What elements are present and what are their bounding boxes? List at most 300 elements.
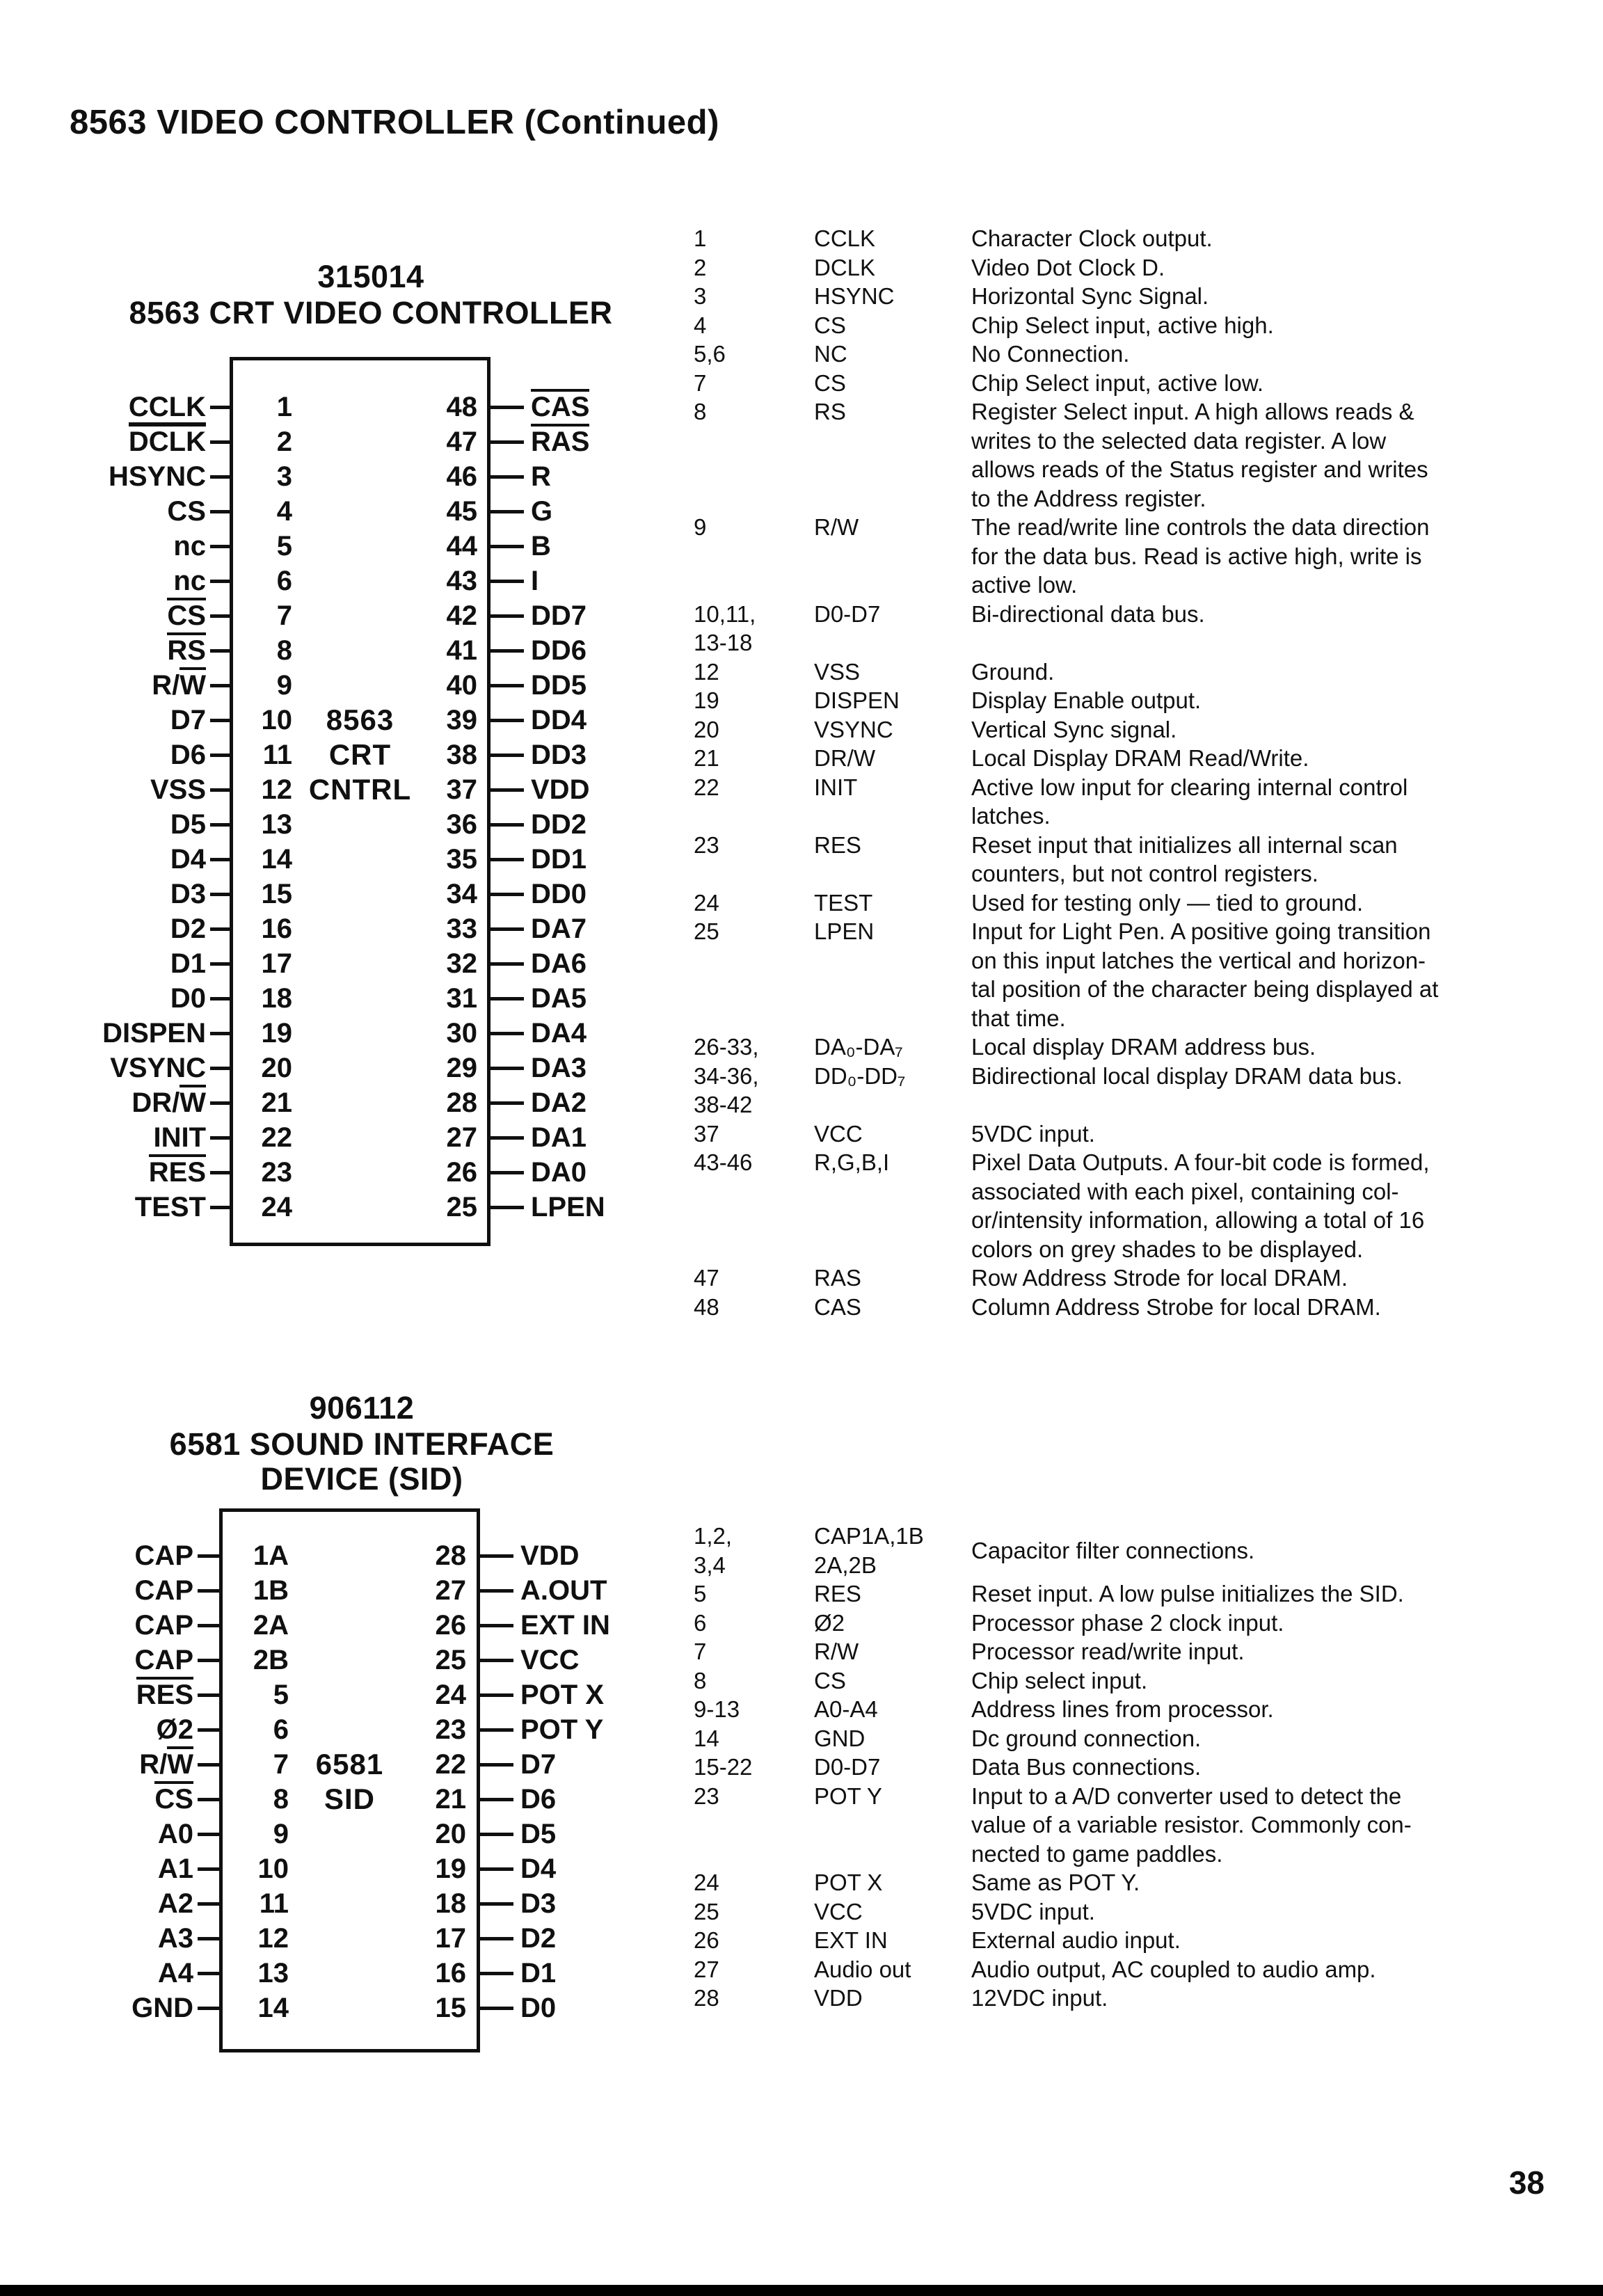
chip1-signal: INIT (153, 1122, 206, 1153)
pin-description-cell: Chip Select input, active high. (971, 312, 1274, 338)
chip2-signal: A4 (157, 1958, 193, 1988)
pin-description-cell: on this input latches the vertical and horizon- (971, 947, 1426, 973)
chip1-pin-description-table (694, 224, 1542, 1321)
pin-name-cell: R/W (814, 1639, 859, 1664)
table-row (694, 1926, 1542, 1955)
chip2-pin-line (198, 1659, 221, 1662)
chip1-overlined-signal: W (180, 667, 206, 703)
chip2-pin-line (479, 1624, 513, 1627)
pin-description-cell: or/intensity information, allowing a total of 16 (971, 1207, 1425, 1233)
table-row (694, 542, 1542, 571)
chip2-pin-line (198, 1589, 221, 1593)
pin-description-cell: No Connection. (971, 341, 1130, 367)
chip2-pin-label (520, 1991, 771, 2025)
chip1-signal: DA4 (531, 1018, 587, 1049)
chip1-pin-number: 45 (446, 495, 477, 527)
pin-name-cell (814, 1004, 971, 1033)
chip1-signal: D4 (170, 844, 206, 875)
table-row (694, 1840, 1542, 1869)
pin-numbers-cell: 34-36, (694, 1062, 759, 1089)
table-row (694, 1033, 1542, 1062)
chip2-pin-label (520, 1608, 771, 1643)
chip1-pin-label (531, 1155, 781, 1190)
chip2-pin-number: 1B (253, 1574, 289, 1606)
table-row (694, 600, 1542, 629)
chip1-pin-line (489, 614, 524, 618)
pin-description-cell: to the Address register. (971, 485, 1206, 511)
chip1-pin-line (210, 1171, 232, 1174)
pin-description-cell: writes to the selected data register. A low (971, 427, 1387, 454)
pin-name-cell: DD₀-DD₇ (814, 1062, 906, 1089)
chip1-pin-number: 35 (446, 843, 477, 875)
chip1-overlined-signal: RAS (531, 424, 589, 460)
chip1-pin-line (489, 580, 524, 583)
chip1-pin-label (26, 981, 206, 1016)
pin-name-cell: POT X (814, 1870, 883, 1895)
table-row (694, 224, 1542, 253)
chip2-pin-line (198, 1867, 221, 1871)
chip1-center-label: CRT (328, 738, 392, 771)
chip2-pin-label (19, 1886, 193, 1921)
chip2-pin-number: 24 (435, 1679, 466, 1710)
chip1-pin-line (489, 927, 524, 931)
chip1-pin-label (26, 424, 206, 459)
chip2-pin-label (520, 1677, 771, 1712)
pin-description-cell: Input for Light Pen. A positive going transition (971, 918, 1431, 944)
chip1-signal: DA1 (531, 1122, 587, 1153)
chip2-pin-line (198, 1833, 221, 1836)
pin-numbers-cell (694, 1235, 814, 1264)
chip1-pin-label (531, 564, 781, 598)
chip1-signal: HSYNC (108, 461, 206, 492)
table-row (694, 859, 1542, 888)
pin-name-cell: VDD (814, 1985, 863, 2011)
chip2-pin-number: 27 (435, 1574, 466, 1606)
chip2-pin-label (520, 1782, 771, 1817)
chip1-pin-label (531, 772, 781, 807)
table-row (694, 1263, 1542, 1293)
chip2-signal: A2 (157, 1888, 193, 1919)
chip1-pin-number: 10 (261, 704, 292, 735)
chip1-signal: DR/ (131, 1087, 180, 1118)
table-row (694, 369, 1542, 398)
table-row (694, 1984, 1542, 2013)
chip2-pin-line (198, 2007, 221, 2010)
pin-name-cell: TEST (814, 889, 873, 916)
chip1-pin-number: 41 (446, 635, 477, 666)
chip2-pin-line (479, 1798, 513, 1801)
chip1-pin-label (26, 564, 206, 598)
chip1-pin-label (531, 946, 781, 981)
chip2-pin-number: 6 (273, 1714, 289, 1745)
pin-description-cell: Pixel Data Outputs. A four-bit code is formed, (971, 1149, 1430, 1175)
pin-numbers-cell: 20 (694, 716, 719, 742)
chip1-pin-number: 34 (446, 878, 477, 909)
chip1-pin-line (489, 649, 524, 653)
chip1-pin-label (531, 424, 781, 459)
pin-name-cell: 2A,2B (814, 1552, 877, 1578)
table-row (694, 340, 1542, 369)
pin-name-cell: CS (814, 1667, 846, 1693)
chip2-pin-number: 28 (435, 1540, 466, 1571)
chip1-pin-number: 47 (446, 426, 477, 457)
chip1-pin-line (489, 1171, 524, 1174)
page-number: 38 (1508, 2165, 1545, 2201)
chip2-pin-line (479, 1554, 513, 1558)
chip2-signal: CAP (134, 1610, 193, 1641)
chip1-pin-number: 2 (276, 426, 292, 457)
chip1-signal: D3 (170, 879, 206, 909)
chip1-signal: D5 (170, 809, 206, 840)
chip1-pin-number: 36 (446, 808, 477, 840)
pin-name-cell: Ø2 (814, 1609, 845, 1636)
table-row (694, 1955, 1542, 1984)
chip2-pin-line (479, 1659, 513, 1662)
chip1-pin-line (489, 997, 524, 1000)
table-row (694, 744, 1542, 773)
chip1-pin-number: 28 (446, 1087, 477, 1118)
pin-numbers-cell: 7 (694, 1639, 707, 1664)
pin-name-cell: NC (814, 341, 847, 367)
chip1-pin-number: 31 (446, 982, 477, 1014)
chip1-signal: D7 (170, 705, 206, 735)
pin-name-cell: R/W (814, 514, 859, 540)
table-row (694, 1522, 1542, 1563)
chip2-pin-label (520, 1747, 771, 1782)
pin-name-cell: CAS (814, 1293, 861, 1320)
pin-description-cell: colors on grey shades to be displayed. (971, 1236, 1364, 1262)
pin-name-cell (814, 542, 971, 571)
pin-name-cell: VSYNC (814, 716, 893, 742)
chip2-signal: A.OUT (520, 1575, 607, 1606)
chip1-pin-label (26, 633, 206, 668)
pin-name-cell: GND (814, 1725, 866, 1751)
pin-numbers-cell: 21 (694, 745, 719, 771)
pin-description-cell: Chip select input. (971, 1667, 1148, 1693)
chip1-signal: B (531, 531, 551, 561)
pin-numbers-cell: 8 (694, 399, 707, 424)
chip1-signal: R/ (152, 670, 180, 701)
chip1-pin-line (489, 1067, 524, 1070)
chip1-pin-number: 12 (261, 774, 292, 805)
pin-name-cell (814, 571, 971, 600)
chip1-pin-label (26, 598, 206, 633)
chip1-signal: I (531, 566, 539, 596)
pin-numbers-cell: 19 (694, 687, 719, 713)
pin-numbers-cell: 25 (694, 918, 719, 944)
chip1-signal: D2 (170, 914, 206, 944)
table-row (694, 715, 1542, 744)
chip2-pin-label (19, 1643, 193, 1677)
chip1-pin-line (210, 545, 232, 548)
scan-edge-artifact (0, 2285, 1603, 2296)
chip2-overlined-signal: RES (136, 1677, 193, 1713)
chip2-pin-number: 20 (435, 1818, 466, 1849)
chip1-pin-line (210, 614, 232, 618)
pin-numbers-cell: 47 (694, 1265, 719, 1291)
pin-numbers-cell: 12 (694, 658, 719, 685)
chip2-pin-line (198, 1554, 221, 1558)
chip1-signal: DA7 (531, 914, 587, 944)
chip1-pin-line (489, 754, 524, 757)
chip2-center-label: 6581 (315, 1748, 384, 1780)
pin-numbers-cell: 26-33, (694, 1034, 759, 1060)
chip1-signal: DA2 (531, 1087, 587, 1118)
chip1-pin-line (210, 406, 232, 409)
chip1-pin-label (26, 738, 206, 772)
chip1-pin-number: 25 (446, 1191, 477, 1222)
chip1-title: 8563 CRT VIDEO CONTROLLER (129, 295, 613, 330)
pin-name-cell (814, 946, 971, 975)
chip1-pin-line (489, 1101, 524, 1105)
chip1-pin-line (210, 1032, 232, 1035)
pin-description-cell: Register Select input. A high allows reads & (971, 399, 1414, 424)
pin-numbers-cell: 1,2, (694, 1523, 733, 1549)
table-row (694, 1637, 1542, 1666)
chip1-pin-number: 7 (276, 600, 292, 631)
pin-description-cell: Same as POT Y. (971, 1870, 1140, 1895)
chip1-signal: DD7 (531, 600, 587, 631)
pin-numbers-cell: 6 (694, 1609, 707, 1636)
chip1-pin-number: 3 (276, 461, 292, 492)
chip2-pin-label (520, 1921, 771, 1956)
table-row (694, 802, 1542, 831)
chip2-pin-line (198, 1624, 221, 1627)
table-row (694, 1206, 1542, 1235)
table-row (694, 397, 1542, 426)
chip1-overlined-signal: RES (149, 1154, 206, 1190)
chip1-signal: D6 (170, 740, 206, 770)
chip2-signal: CAP (134, 1575, 193, 1606)
pin-description-cell: Local display DRAM address bus. (971, 1034, 1316, 1060)
table-row (694, 1753, 1542, 1782)
chip1-pin-number: 15 (261, 878, 292, 909)
pin-description-cell: Vertical Sync signal. (971, 716, 1177, 742)
pin-numbers-cell: 26 (694, 1927, 719, 1953)
chip2-pin-label (19, 1991, 193, 2025)
chip1-pin-line (210, 475, 232, 479)
pin-description-cell: value of a variable resistor. Commonly con- (971, 1812, 1412, 1837)
chip1-signal: nc (173, 531, 206, 561)
chip1-pin-label (531, 668, 781, 703)
chip1-pin-label (531, 459, 781, 494)
pin-numbers-cell: 5 (694, 1581, 707, 1607)
chip2-pin-line (479, 2007, 513, 2010)
chip1-signal: DISPEN (102, 1018, 206, 1049)
chip1-pin-number: 19 (261, 1017, 292, 1049)
chip1-pin-line (210, 510, 232, 513)
chip2-title-line2: DEVICE (SID) (260, 1461, 463, 1497)
chip2-pin-label (19, 1712, 193, 1747)
table-row (694, 1724, 1542, 1753)
chip1-pin-number: 37 (446, 774, 477, 805)
pin-name-cell (814, 426, 971, 456)
chip2-signal: A0 (157, 1819, 193, 1849)
chip1-pin-label (531, 1120, 781, 1155)
chip1-pin-number: 5 (276, 530, 292, 561)
chip2-pin-label (19, 1573, 193, 1608)
chip1-pin-number: 27 (446, 1122, 477, 1153)
chip1-pin-label (531, 1016, 781, 1051)
chip1-pin-label (26, 1190, 206, 1225)
chip1-overlined-signal: CAS (531, 389, 589, 425)
chip2-pin-number: 1A (253, 1540, 289, 1571)
chip1-pin-line (489, 475, 524, 479)
chip2-pin-number: 15 (435, 1992, 466, 2023)
chip1-pin-line (489, 788, 524, 792)
pin-name-cell: CS (814, 312, 846, 338)
chip2-pin-line (198, 1902, 221, 1906)
pin-description-cell: tal position of the character being displayed at (971, 976, 1439, 1002)
pin-description-cell: latches. (971, 803, 1051, 829)
chip2-pin-number: 7 (273, 1748, 289, 1780)
pin-name-cell (814, 1810, 971, 1840)
table-row (694, 946, 1542, 975)
pin-description-cell: Active low input for clearing internal control (971, 774, 1408, 800)
table-row (694, 1868, 1542, 1897)
pin-numbers-cell: 14 (694, 1725, 719, 1751)
chip2-pin-line (198, 1798, 221, 1801)
table-row (694, 455, 1542, 484)
chip2-title-line1: 6581 SOUND INTERFACE (169, 1426, 555, 1462)
chip2-pin-label (19, 1747, 193, 1782)
chip2-pin-number: 10 (257, 1853, 289, 1884)
chip1-pin-line (489, 406, 524, 409)
pin-numbers-cell: 24 (694, 889, 719, 916)
pin-description-cell (971, 628, 1542, 657)
chip1-pin-label (531, 807, 781, 842)
chip1-pin-number: 42 (446, 600, 477, 631)
chip2-pin-number: 8 (273, 1783, 289, 1815)
chip1-pin-number: 23 (261, 1156, 292, 1188)
pin-numbers-cell: 22 (694, 774, 719, 800)
chip1-pin-line (210, 893, 232, 896)
chip1-pin-label (531, 390, 781, 424)
chip1-pin-number: 44 (446, 530, 477, 561)
chip2-signal: CAP (134, 1645, 193, 1675)
chip1-pin-label (26, 842, 206, 877)
pin-name-cell: Audio out (814, 1956, 911, 1982)
pin-description-cell: Processor phase 2 clock input. (971, 1609, 1284, 1636)
chip2-pin-label (19, 1921, 193, 1956)
chip1-pin-line (489, 545, 524, 548)
chip2-pin-number: 2A (253, 1609, 289, 1641)
pin-description-cell: associated with each pixel, containing col- (971, 1178, 1399, 1204)
pin-description-cell: Character Clock output. (971, 225, 1213, 251)
chip1-signal: DD6 (531, 635, 587, 666)
table-row (694, 1782, 1542, 1811)
pin-numbers-cell: 24 (694, 1870, 719, 1895)
chip2-signal: VCC (520, 1645, 580, 1675)
pin-description-cell: Bi-directional data bus. (971, 600, 1205, 627)
pin-numbers-cell: 3,4 (694, 1552, 726, 1578)
chip1-pin-line (210, 927, 232, 931)
table-row (694, 1609, 1542, 1638)
table-row (694, 657, 1542, 687)
chip2-signal: D6 (520, 1784, 557, 1815)
pin-name-cell: CCLK (814, 225, 876, 251)
chip2-pin-label (19, 1851, 193, 1886)
chip1-pin-line (210, 858, 232, 861)
chip1-pin-number: 22 (261, 1122, 292, 1153)
pin-numbers-cell: 15-22 (694, 1754, 753, 1780)
chip2-pin-label (520, 1712, 771, 1747)
chip1-pin-label (26, 807, 206, 842)
chip2-pin-line (479, 1867, 513, 1871)
chip1-pin-number: 29 (446, 1052, 477, 1083)
pin-description-cell: Audio output, AC coupled to audio amp. (971, 1956, 1376, 1982)
chip1-signal: TEST (134, 1192, 206, 1222)
chip1-overlined-signal: CS (167, 598, 206, 634)
chip1-signal: VSS (150, 774, 206, 805)
chip1-pin-line (210, 962, 232, 966)
table-row (694, 1810, 1542, 1840)
chip2-signal: R/ (139, 1749, 168, 1780)
chip1-pin-line (489, 684, 524, 687)
chip1-pin-line (489, 858, 524, 861)
chip1-pin-line (489, 893, 524, 896)
chip1-signal: D1 (170, 948, 206, 979)
chip1-pin-number: 4 (276, 495, 292, 527)
pin-name-cell: RS (814, 399, 846, 424)
chip2-pin-number: 23 (435, 1714, 466, 1745)
chip1-pin-number: 8 (276, 635, 292, 666)
chip1-pin-line (489, 1206, 524, 1209)
chip1-signal: nc (173, 566, 206, 596)
chip2-pin-label (520, 1956, 771, 1991)
pin-description-cell: Reset input. A low pulse initializes the SID. (971, 1581, 1404, 1607)
pin-name-cell: D0-D7 (814, 600, 881, 627)
pin-name-cell: VCC (814, 1120, 863, 1147)
pin-description-cell: that time. (971, 1005, 1066, 1031)
pin-description-cell: The read/write line controls the data direction (971, 514, 1430, 540)
chip2-pin-line (479, 1589, 513, 1593)
chip2-pin-number: 17 (435, 1922, 466, 1954)
chip1-pin-label (26, 877, 206, 911)
chip1-pin-line (210, 649, 232, 653)
chip2-pin-number: 13 (257, 1957, 289, 1988)
chip2-pin-label (19, 1956, 193, 1991)
chip2-overlined-signal: W (167, 1746, 193, 1783)
table-row (694, 1177, 1542, 1206)
chip1-signal: D0 (170, 983, 206, 1014)
chip1-pin-label (531, 842, 781, 877)
chip2-signal: CAP (134, 1540, 193, 1571)
table-row (694, 628, 1542, 657)
pin-description-cell: active low. (971, 572, 1078, 598)
pin-name-cell (814, 455, 971, 484)
pin-description-cell: Data Bus connections. (971, 1754, 1202, 1780)
chip2-pin-line (198, 1972, 221, 1975)
table-row (694, 1666, 1542, 1696)
page-title: 8563 VIDEO CONTROLLER (Continued) (70, 104, 719, 141)
chip2-pin-line (198, 1693, 221, 1697)
pin-name-cell: CS (814, 369, 846, 396)
pin-numbers-cell: 9 (694, 514, 707, 540)
chip1-overlined-signal: RS (167, 632, 206, 669)
pin-numbers-cell: 43-46 (694, 1149, 753, 1175)
table-row (694, 917, 1542, 946)
chip1-signal: DD1 (531, 844, 587, 875)
chip2-signal: D0 (520, 1993, 557, 2023)
chip1-pin-number: 46 (446, 461, 477, 492)
chip2-pin-number: 25 (435, 1644, 466, 1675)
pin-numbers-cell: 2 (694, 254, 707, 280)
chip2-signal: D1 (520, 1958, 557, 1988)
chip1-signal: R (531, 461, 551, 492)
chip1-pin-line (210, 440, 232, 444)
pin-description-cell: Chip Select input, active low. (971, 369, 1264, 396)
